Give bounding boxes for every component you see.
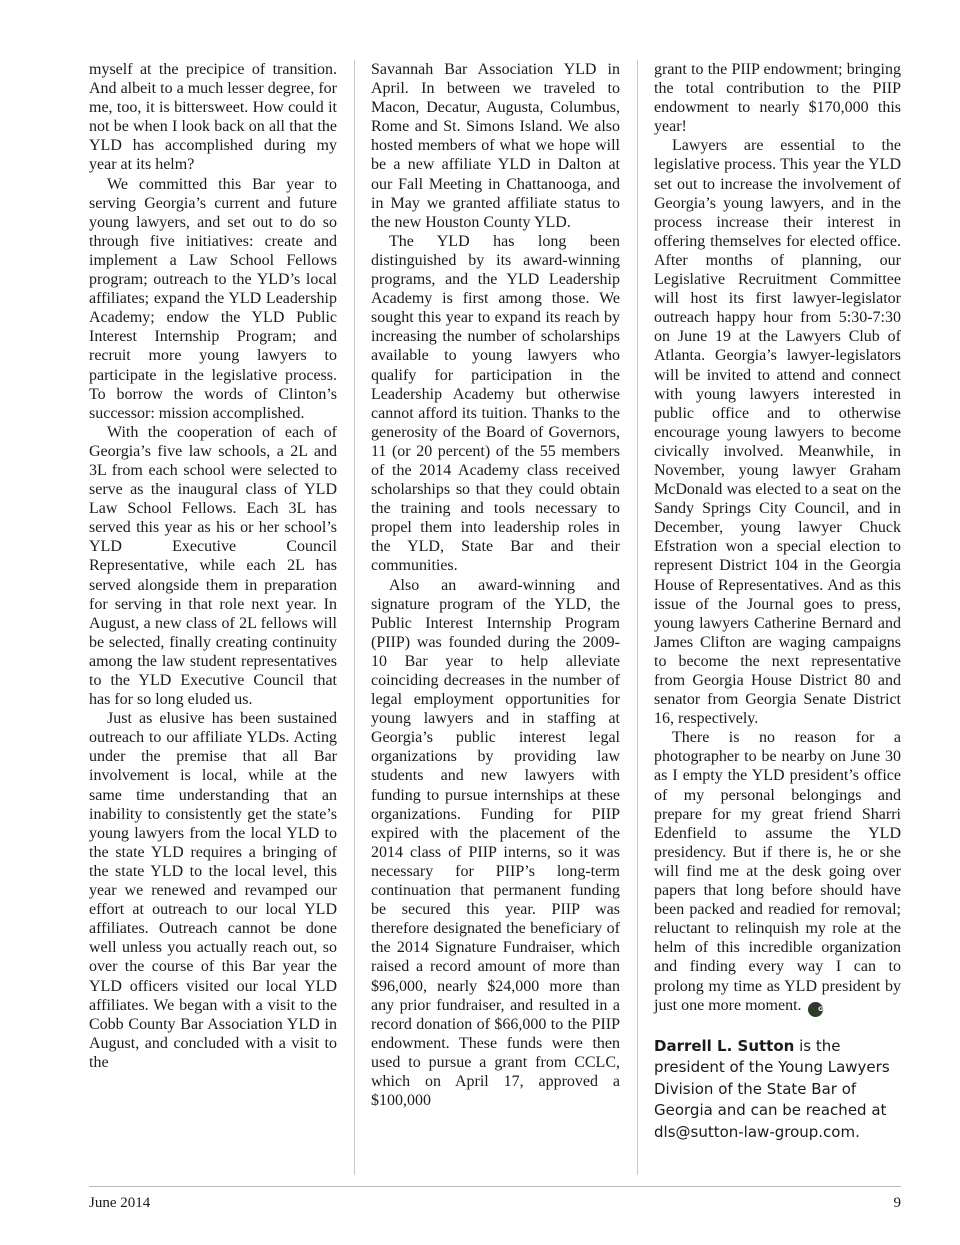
author-bio: [654, 1036, 901, 1144]
paragraph: myself at the precipice of transition. And albeit to a much lesser degree, for me, too, it is bittersweet. How could it not be when I look back on all that the YLD has accomplished during my year at its helm?: [89, 61, 337, 174]
column-divider: [354, 60, 355, 1175]
author-name: Darrell L. Sutton: [654, 1036, 795, 1055]
paragraph: Also an award-winning and signature program of the YLD, the Public Interest Internship Program (PIIP) was founded during the 2009-10 Bar year to help alleviate coinciding decreases in the number of legal employment opportunities for young lawyers and in staffing at Georgia’s public interest legal organizations by providing law students and new lawyers with funding to pursue internships at these organizations. Funding for PIIP expired with the placement of the 2014 class of PIIP interns, so it was necessary for PIIP’s long-term continuation that permanent funding be secured this year. PIIP was therefore designated the beneficiary of the 2014 Signature Fundraiser, which raised a record amount of more than $96,000, nearly $24,000 more than any prior fundraiser, and resulted in a record donation of $66,000 to the PIIP endowment. These funds were then used to pursue a grant from CCLC, which on April 17, approved a $100,000: [371, 576, 620, 1110]
paragraph: Just as elusive has been sustained outreach to our affiliate YLDs. Acting under the premise that all Bar involvement is local, while at the same time understanding that an inability to consistently get the state’s young lawyers from the local YLD to the state YLD requires a bringing of the state YLD to the local level, this year we renewed and revamped our effort at outreach to our local YLD affiliates. Outreach cannot be done well unless you actually reach out, so over the course of this Bar year the YLD officers visited our local YLD affiliates. We began with a visit to the Cobb County Bar Association YLD in August, and concluded with a visit to the: [89, 710, 337, 1071]
article-column-1: [89, 60, 337, 1072]
article-column-2: [371, 60, 620, 1110]
page-number: 9: [893, 1195, 901, 1211]
paragraph-text: There is no reason for a photographer to be nearby on June 30 as I empty the YLD president’s office of my personal belongings and prepare for my great friend Sharri Edenfield to assume the YLD presidency. But if there is, he or she will find me at the desk going over papers that long before should have been packed and readied for removal; reluctant to relinquish my role at the helm of this incredible organization and finding every way I can to prolong my time as YLD president by just one more moment.: [654, 729, 901, 1014]
paragraph: We committed this Bar year to serving Georgia’s current and future young lawyers, and set out to do so through five initiatives: create and implement a Law School Fellows program; outreach to the YLD’s local affiliates; expand the YLD Leadership Academy; endow the YLD Public Interest Internship Program; and recruit more young lawyers to participate in the legislative process. To borrow the words of Clinton’s successor: mission accomplished.: [89, 175, 337, 422]
paragraph: [654, 728, 901, 1016]
article-column-3: [654, 60, 901, 1143]
paragraph: The YLD has long been distinguished by its award-winning programs, and the YLD Leadership Academy is first among those. We sought this year to expand its reach by increasing the number of scholarships available to young lawyers who qualify for participation in the Leadership Academy but otherwise cannot afford its tuition. Thanks to the generosity of the Board of Governors, 11 (or 20 percent) of the 55 members of the 2014 Academy class received scholarships so that they could obtain the training and tools necessary to propel them into leadership roles in the YLD, State Bar and their communities.: [371, 232, 620, 575]
footer-issue-date: June 2014: [89, 1195, 151, 1211]
paragraph: With the cooperation of each of Georgia’s five law schools, a 2L and 3L from each school were selected to serve as the inaugural class of YLD Law School Fellows. Each 3L has served this year as his or her school’s YLD Executive Council Representative, while each 2L has served alongside them in preparation for serving in that role next year. In August, a new class of 2L fellows will be selected, finally creating continuity among the law student representatives to the YLD Executive Council that has for so long eluded us.: [89, 423, 337, 709]
footer-divider: [89, 1186, 901, 1187]
paragraph: Savannah Bar Association YLD in April. In between we traveled to Macon, Decatur, Augusta, Columbus, Rome and St. Simons Island. We also hosted members of what we hope will be a new affiliate YLD in Dalton at our Fall Meeting in Chattanooga, and in May we granted affiliate status to the new Houston County YLD.: [371, 61, 620, 231]
gbj-end-mark-icon: GBJ: [808, 1002, 823, 1017]
paragraph: grant to the PIIP endowment; bringing the total contribution to the PIIP endowment to nearly $170,000 this year!: [654, 61, 901, 136]
column-divider: [637, 60, 638, 1175]
author-bio-text: is the president of the Young Lawyers Division of the State Bar of Georgia and can be reached at dls@sutton-law-group.com.: [654, 1036, 890, 1141]
paragraph: Lawyers are essential to the legislative process. This year the YLD set out to increase the involvement of Georgia’s young lawyers, and in the process increase their interest in offering themselves for elected office. After months of planning, our Legislative Recruitment Committee will host its first lawyer-legislator outreach happy hour from 5:30-7:30 on June 19 at the Lawyers Club of Atlanta. Georgia’s lawyer-legislators will be invited to attend and connect with young lawyers interested in public office and to otherwise encourage young lawyers to become civically involved. Meanwhile, in November, young lawyer Graham McDonald was elected to a seat on the Sandy Springs City Council, and in December, young lawyer Chuck Efstration won a special election to represent District 104 in the Georgia House of Representatives. And as this issue of the Journal goes to press, young lawyers Catherine Bernard and James Clifton are waging campaigns to become the next representative from Georgia House District 80 and senator from Georgia Senate District 16, respectively.: [654, 137, 901, 728]
